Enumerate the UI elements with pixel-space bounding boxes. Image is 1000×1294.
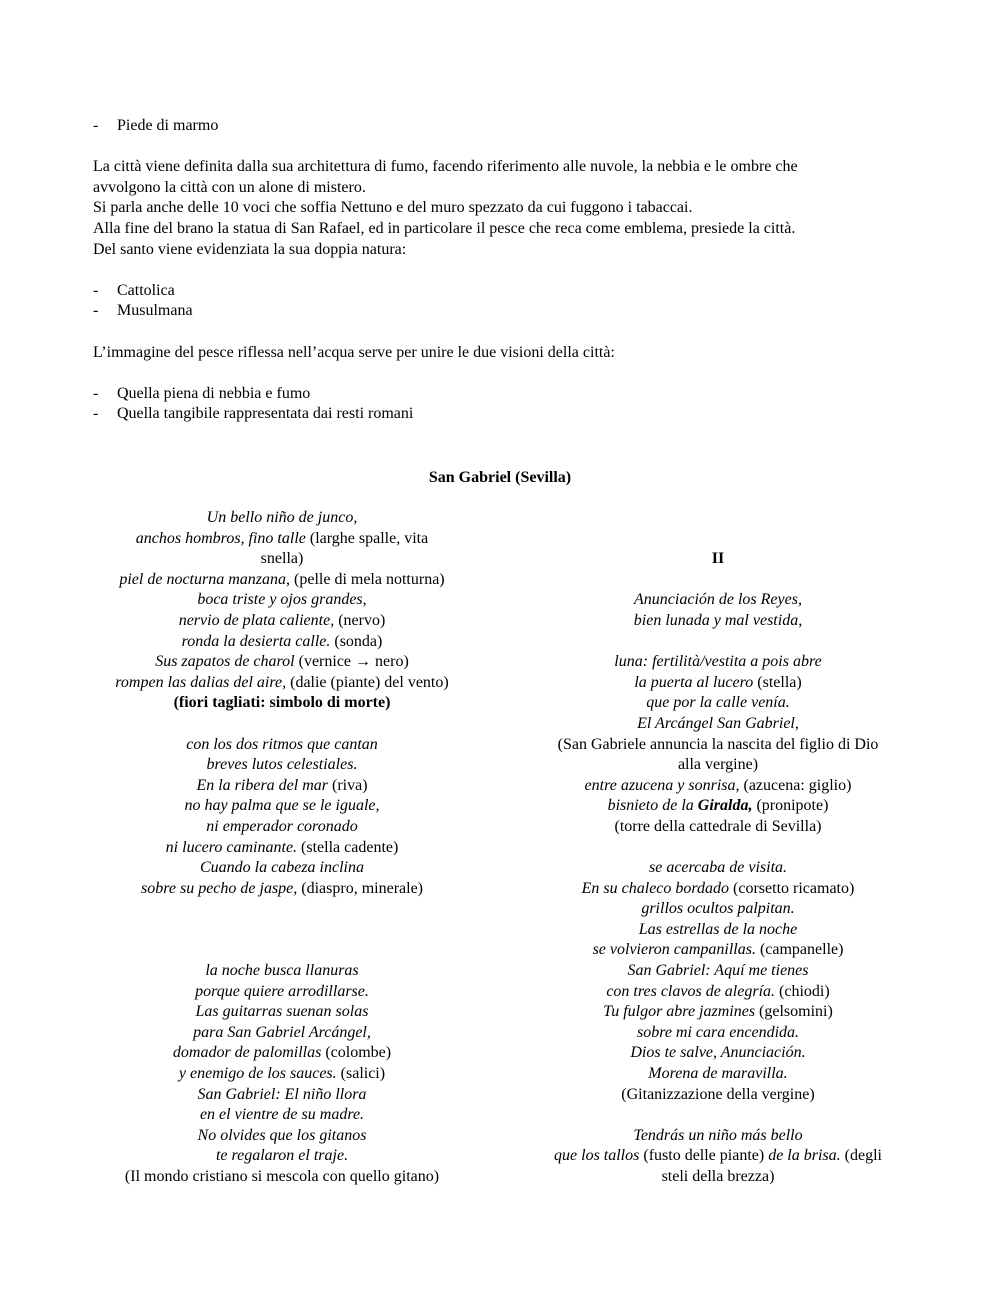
verse-line: Cuando la cabeza inclina <box>200 859 364 877</box>
verse-line: San Gabriel: El niño llora <box>197 1085 367 1103</box>
verse-line: la puerta al lucero (stella) <box>634 673 802 691</box>
verse-note: (Gitanizzazione della vergine) <box>621 1085 815 1103</box>
verse-line: grillos ocultos palpitan. <box>641 900 795 918</box>
bullet-dash: - <box>93 384 99 402</box>
verse-line: ni lucero caminante. (stella cadente) <box>165 838 399 856</box>
verse-line: que los tallos (fusto delle piante) de la brisa. (degli <box>554 1147 882 1165</box>
poem-column-right <box>528 508 908 1188</box>
verse-line: En su chaleco bordado (corsetto ricamato) <box>581 879 855 897</box>
verse-note: steli della brezza) <box>661 1168 775 1185</box>
verse-line: snella) <box>260 550 304 568</box>
section-heading: II <box>711 550 725 568</box>
verse-line: boca triste y ojos grandes, <box>197 591 367 609</box>
paragraph-line: L’immagine del pesce riflessa nell’acqua serve per unire le due visioni della città: <box>93 343 615 361</box>
verse-line: San Gabriel: Aquí me tienes <box>627 962 809 980</box>
verse-line: porque quiere arrodillarse. <box>195 982 369 1000</box>
verse-line: Morena de maravilla. <box>648 1065 788 1083</box>
verse-line: sobre su pecho de jaspe, (diaspro, minerale) <box>141 879 423 897</box>
verse-line: luna: fertilità/vestita a pois abre <box>614 653 822 671</box>
verse-note: (Il mondo cristiano si mescola con quello gitano) <box>124 1168 440 1185</box>
list-item <box>93 301 913 322</box>
bullet-dash: - <box>93 302 99 320</box>
verse-line: bisnieto de la Giralda, (pronipote) <box>607 797 829 815</box>
verse-note: (San Gabriele annuncia la nascita del figlio di Dio <box>557 735 879 753</box>
verse-note: (torre della cattedrale di Sevilla) <box>614 817 822 835</box>
paragraph-line: avvolgono la città con un alone di mistero. <box>93 178 366 196</box>
list-item <box>93 384 913 405</box>
verse-line: ni emperador coronado <box>206 817 358 835</box>
verse-line: bien lunada y mal vestida, <box>633 611 803 629</box>
verse-line: Sus zapatos de charol (vernice → nero) <box>155 653 409 671</box>
paragraph-line: Del santo viene evidenziata la sua doppia natura: <box>93 240 407 258</box>
verse-line: no hay palma que se le iguale, <box>184 797 380 815</box>
verse-line: Anunciación de los Reyes, <box>634 591 802 609</box>
verse-note: alla vergine) <box>677 756 759 774</box>
list-item <box>93 404 913 425</box>
bullet-dash: - <box>93 117 99 134</box>
verse-line: nervio de plata caliente, (nervo) <box>178 611 386 629</box>
verse-line: se acercaba de visita. <box>648 859 788 877</box>
verse-note-bold: (fiori tagliati: simbolo di morte) <box>173 694 391 712</box>
bullet-dash: - <box>93 281 99 299</box>
list-item-text: Piede di marmo <box>117 117 219 134</box>
verse-line: Las estrellas de la noche <box>638 920 798 938</box>
verse-line: piel de nocturna manzana, (pelle di mela notturna) <box>119 570 445 588</box>
paragraph-line: La città viene definita dalla sua architettura di fumo, facendo riferimento alle nuvole, la nebbia e le ombre che <box>93 158 798 176</box>
verse-line: ronda la desierta calle. (sonda) <box>181 632 383 650</box>
verse-line: El Arcángel San Gabriel, <box>637 714 799 732</box>
list-item-text: Cattolica <box>117 281 175 299</box>
list-item <box>93 116 913 137</box>
verse-line: para San Gabriel Arcángel, <box>193 1023 371 1041</box>
verse-line: y enemigo de los sauces. (salici) <box>178 1065 386 1083</box>
verse-line: Un bello niño de junco, <box>206 509 358 526</box>
verse-line: rompen las dalias del aire, (dalie (piante) del vento) <box>115 673 449 691</box>
verse-line: entre azucena y sonrisa, (azucena: giglio) <box>584 776 852 794</box>
verse-line: domador de palomillas (colombe) <box>172 1044 392 1062</box>
list-item-text: Quella tangibile rappresentata dai resti romani <box>117 405 414 423</box>
paragraph-line: Si parla anche delle 10 voci che soffia Nettuno e del muro spezzato da cui fuggono i tabaccai. <box>93 199 693 217</box>
verse-line: Dios te salve, Anunciación. <box>630 1044 806 1062</box>
verse-line: se volvieron campanillas. (campanelle) <box>592 941 844 959</box>
verse-line: Las guitarras suenan solas <box>195 1003 369 1021</box>
list-item-text: Quella piena di nebbia e fumo <box>117 384 311 402</box>
verse-line: En la ribera del mar (riva) <box>196 776 368 794</box>
poem-column-left <box>90 508 474 1188</box>
poem-title: San Gabriel (Sevilla) <box>428 469 572 486</box>
verse-line: con los dos ritmos que cantan <box>186 735 378 753</box>
verse-line: con tres clavos de alegría. (chiodi) <box>606 982 830 1000</box>
bullet-dash: - <box>93 405 99 423</box>
verse-line: breves lutos celestiales. <box>206 756 358 774</box>
prose-section <box>93 116 913 425</box>
verse-line: No olvides que los gitanos <box>197 1126 367 1144</box>
verse-line: que por la calle venía. <box>646 694 790 712</box>
list-item-text: Musulmana <box>117 302 193 320</box>
verse-line: Tendrás un niño más bello <box>633 1126 803 1144</box>
verse-line: anchos hombros, fino talle (larghe spalle, vita <box>135 529 429 547</box>
verse-line: en el vientre de su madre. <box>199 1106 365 1124</box>
list-item <box>93 281 913 302</box>
paragraph-line: Alla fine del brano la statua di San Rafael, ed in particolare il pesce che reca come emblema, presiede la città. <box>93 219 796 237</box>
verse-line: Tu fulgor abre jazmines (gelsomini) <box>603 1003 833 1021</box>
verse-line: sobre mi cara encendida. <box>636 1023 800 1041</box>
verse-line: la noche busca llanuras <box>205 962 359 980</box>
verse-line: te regalaron el traje. <box>215 1147 349 1165</box>
